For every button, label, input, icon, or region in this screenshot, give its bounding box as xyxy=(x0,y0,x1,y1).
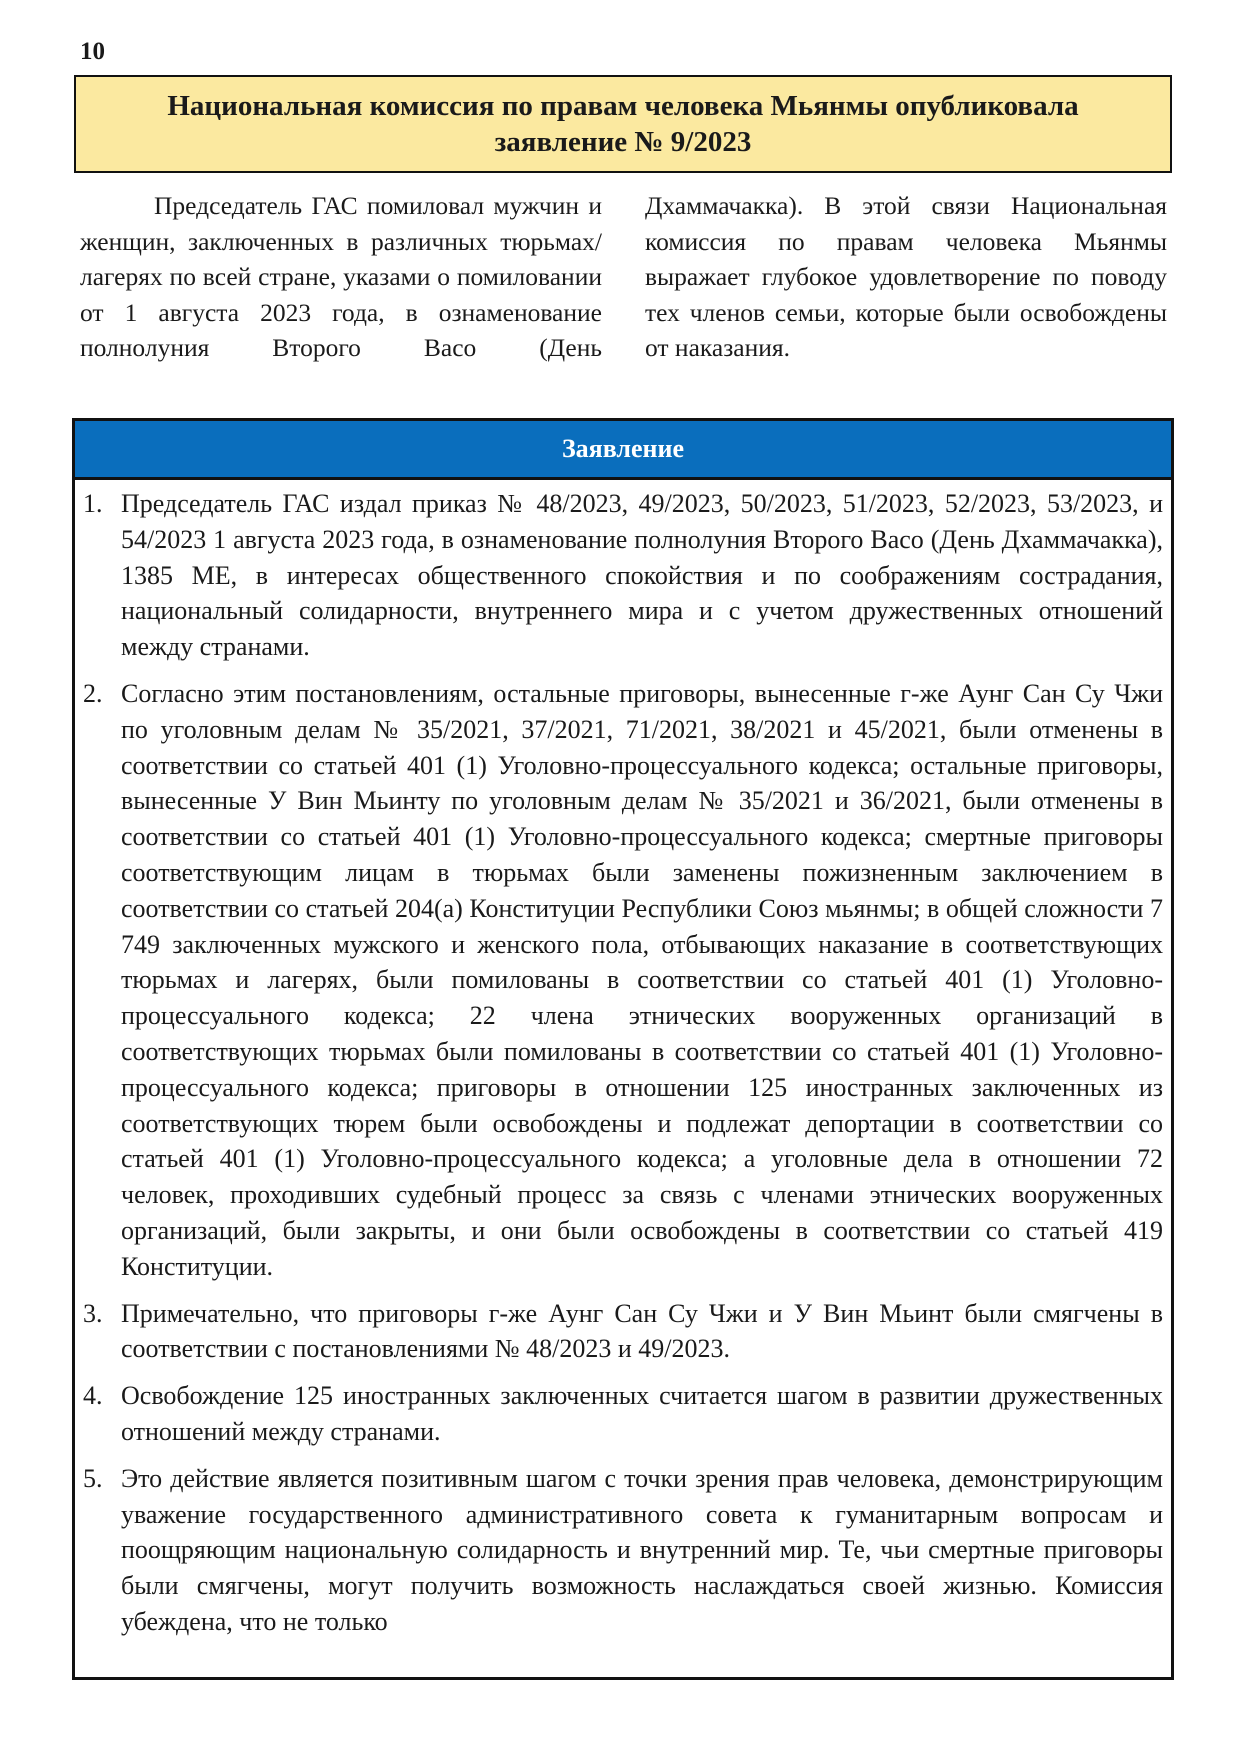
item-number: 3. xyxy=(83,1298,103,1328)
list-item xyxy=(83,1461,1163,1640)
title-line-1: Национальная комиссия по правам человека Мьянмы опубликовала xyxy=(167,90,1079,122)
page-number: 10 xyxy=(80,38,105,65)
title-banner xyxy=(74,75,1172,173)
title-line-2: заявление № 9/2023 xyxy=(494,126,752,158)
statement-box xyxy=(72,418,1174,1680)
statement-header: Заявление xyxy=(75,421,1171,480)
intro-right-column: Дхаммачакка). В этой связи Национальная комиссия по правам человека Мьянмы выражает глубокое удовлетворение по поводу тех членов семьи, которые были освобождены от наказания. xyxy=(645,191,1167,362)
list-item xyxy=(83,1296,1163,1368)
item-text: Председатель ГАС издал приказ № 48/2023, 49/2023, 50/2023, 51/2023, 52/2023, 53/2023, и 54/2023 1 августа 2023 года, в ознаменование полнолуния Второго Васо (День Дхаммачакка), 1385 МЕ, в интересах общественного спокойствия и по соображениям сострадания, национальный солидарности, внутреннего мира и с учетом дружественных отношений между странами. xyxy=(121,489,1163,662)
item-number: 5. xyxy=(83,1463,103,1493)
intro-columns xyxy=(80,188,1167,366)
statement-list xyxy=(75,480,1171,1640)
item-text: Это действие является позитивным шагом с точки зрения прав человека, демонстрирующим уважение государственного административного совета к гуманитарным вопросам и поощряющим национальную солидарность и внутренний мир. Те, чьи смертные приговоры были смягчены, могут получить возможность наслаждаться своей жизнью. Комиссия убеждена, что не только xyxy=(121,1463,1163,1636)
item-number: 1. xyxy=(83,489,103,518)
list-item xyxy=(83,1378,1163,1450)
list-item xyxy=(83,676,1163,1285)
item-text: Освобождение 125 иностранных заключенных считается шагом в развитии дружественных отношений между странами. xyxy=(121,1381,1163,1446)
item-number: 4. xyxy=(83,1381,103,1411)
list-item xyxy=(83,486,1163,665)
item-text: Согласно этим постановлениям, остальные приговоры, вынесенные г-же Аунг Сан Су Чжи по уголовным делам № 35/2021, 37/2021, 71/2021, 38/2021 и 45/2021, были отменены в соответствии со статьей 401 (1) Уголовно-процессуального кодекса; остальные приговоры, вынесенные У Вин Мьинту по уголовным делам № 35/2021 и 36/2021, были отменены в соответствии со статьей 401 (1) Уголовно-процессуального кодекса; смертные приговоры соответствующим лицам в тюрьмах были заменены пожизненным заключением в соответствии со статьей 204(а) Конституции Республики Союз мьянмы; в общей сложности 7 749 заключенных мужского и женского пола, отбывающих наказание в соответствующих тюрьмах и лагерях, были помилованы в соответствии со статьей 401 (1) Уголовно-процессуального кодекса; 22 члена этнических вооруженных организаций в соответствующих тюрьмах были помилованы в соответствии со статьей 401 (1) Уголовно-процессуального кодекса; приговоры в отношении 125 иностранных заключенных из соответствующих тюрем были освобождены и подлежат депортации в соответствии со статьей 401 (1) Уголовно-процессуального кодекса; а уголовные дела в отношении 72 человек, проходивших судебный процесс за связь с членами этнических вооруженных организаций, были закрыты, и они были освобождены в соответствии со статьей 419 Конституции. xyxy=(121,678,1163,1281)
intro-left-column: Председатель ГАС помиловал мужчин и женщин, заключенных в различных тюрьмах/лагерях по всей стране, указами о помиловании от 1 августа 2023 года, в ознаменование полнолуния Второго Васо (День xyxy=(80,191,602,362)
item-text: Примечательно, что приговоры г-же Аунг Сан Су Чжи и У Вин Мьинт были смягчены в соответствии с постановлениями № 48/2023 и 49/2023. xyxy=(121,1298,1163,1364)
item-number: 2. xyxy=(83,678,103,708)
